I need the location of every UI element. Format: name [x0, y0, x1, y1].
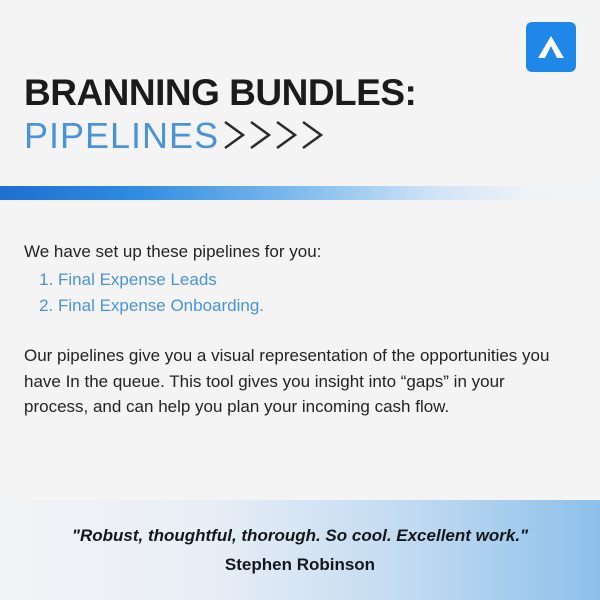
list-item: 2. Final Expense Onboarding.	[58, 293, 570, 319]
title-line-secondary: PIPELINES	[24, 114, 220, 156]
title-line-secondary-row	[24, 114, 416, 156]
intro-text: We have set up these pipelines for you:	[24, 242, 322, 261]
testimonial-attribution: Stephen Robinson	[224, 555, 376, 575]
slide-body	[0, 200, 600, 500]
page-title	[24, 74, 416, 155]
pipeline-list	[24, 267, 570, 320]
chevron-right-icon	[221, 118, 333, 152]
chevron-up-logo-icon	[536, 33, 566, 61]
list-item: 1. Final Expense Leads	[58, 267, 570, 293]
title-line-primary: BRANNING BUNDLES:	[24, 72, 417, 113]
brand-logo	[526, 22, 576, 72]
testimonial-footer	[0, 500, 600, 600]
testimonial-quote: "Robust, thoughtful, thorough. So cool. Excellent work."	[71, 525, 529, 545]
gradient-divider	[0, 186, 600, 200]
slide-header	[0, 0, 600, 186]
body-paragraph: Our pipelines give you a visual representation of the opportunities you have In the queue. This tool gives you insight into “gaps” in your process, and can help you plan your incoming cash flow.	[24, 346, 550, 417]
